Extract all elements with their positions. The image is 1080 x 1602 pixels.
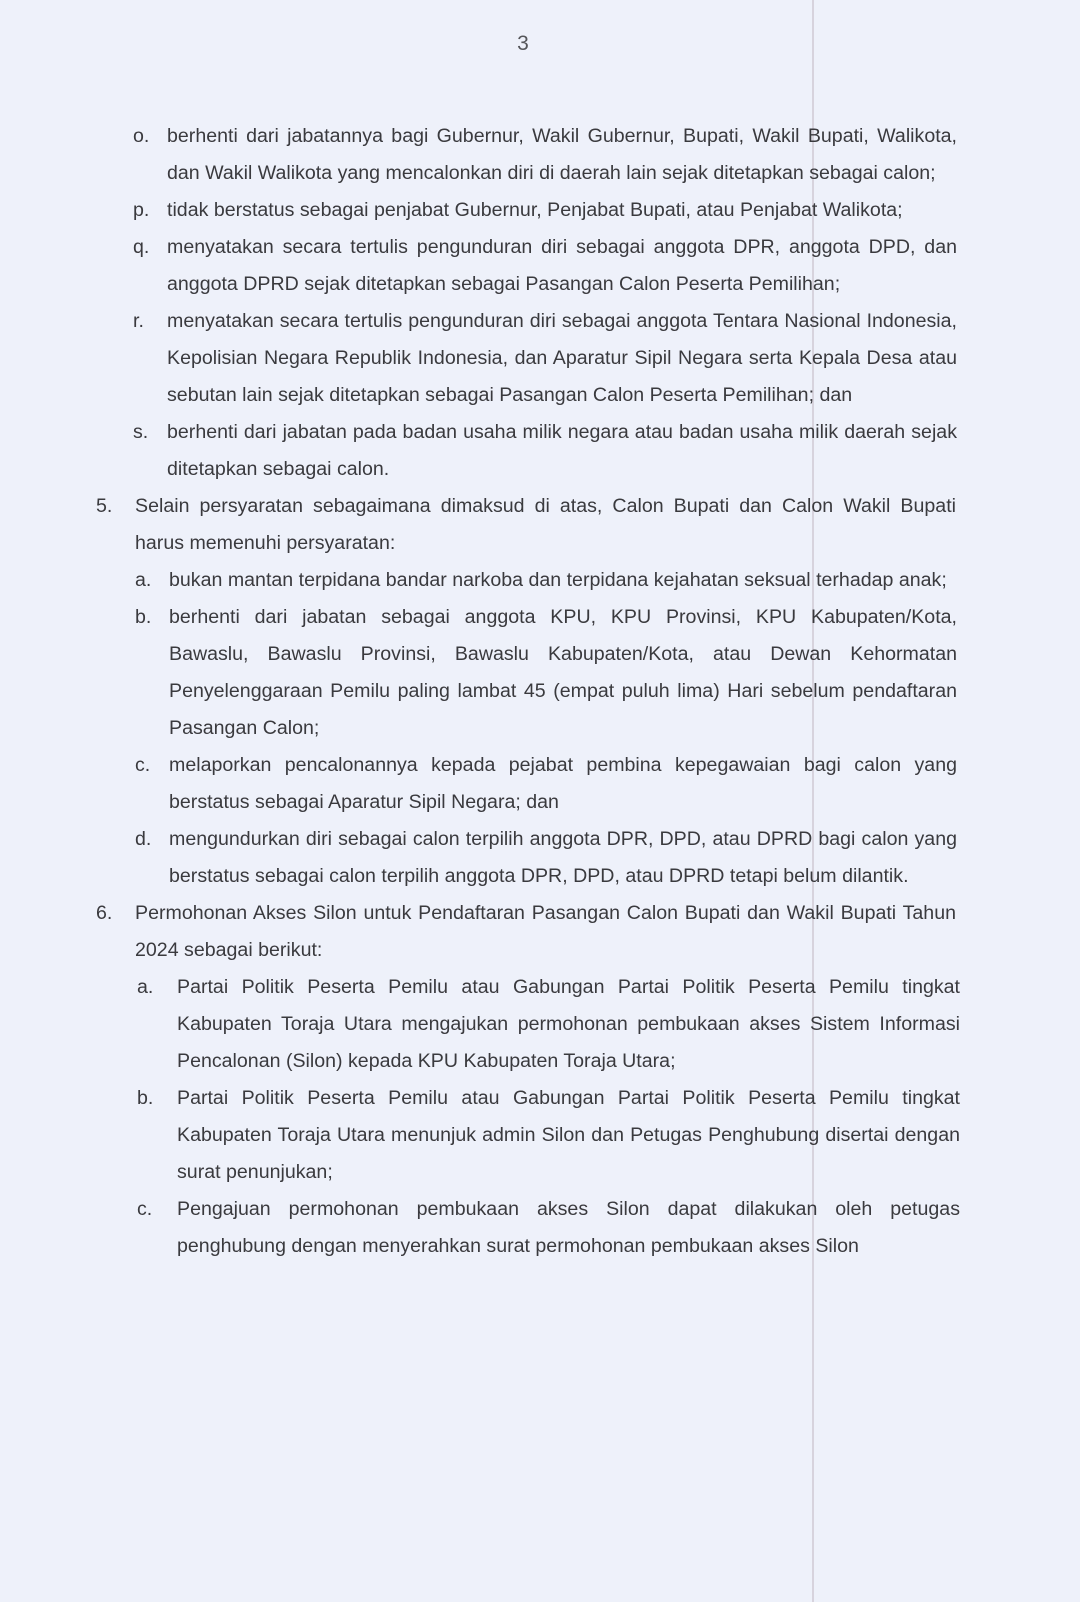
list-item-5a xyxy=(135,562,957,599)
section-6 xyxy=(96,895,956,969)
list-text: menyatakan secara tertulis pengunduran diri sebagai anggota DPR, anggota DPD, dan anggota DPRD sejak ditetapkan sebagai Pasangan Calon Peserta Pemilihan; xyxy=(167,236,957,295)
list-marker: s. xyxy=(133,421,149,443)
list-item-6b xyxy=(137,1080,960,1191)
list-text: berhenti dari jabatan sebagai anggota KPU, KPU Provinsi, KPU Kabupaten/Kota, Bawaslu, Bawaslu Provinsi, Bawaslu Kabupaten/Kota, atau Dewan Kehormatan Penyelenggaraan Pemilu paling lambat 45 (empat puluh lima) Hari sebelum pendaftaran Pasangan Calon; xyxy=(169,606,957,739)
section-number: 6. xyxy=(96,902,113,924)
list-text: berhenti dari jabatan pada badan usaha milik negara atau badan usaha milik daerah sejak ditetapkan sebagai calon. xyxy=(167,421,957,480)
list-text: bukan mantan terpidana bandar narkoba dan terpidana kejahatan seksual terhadap anak; xyxy=(169,569,947,591)
section-text: Permohonan Akses Silon untuk Pendaftaran Pasangan Calon Bupati dan Wakil Bupati Tahun 2024 sebagai berikut: xyxy=(135,902,956,961)
section-text: Selain persyaratan sebagaimana dimaksud di atas, Calon Bupati dan Calon Wakil Bupati harus memenuhi persyaratan: xyxy=(135,495,956,554)
list-item-4p xyxy=(133,192,957,229)
list-marker: r. xyxy=(133,310,144,332)
list-item-4r xyxy=(133,303,957,414)
page-number: 3 xyxy=(517,32,529,55)
list-marker: o. xyxy=(133,125,150,147)
list-item-5d xyxy=(135,821,957,895)
list-item-6c xyxy=(137,1191,960,1265)
list-text: Partai Politik Peserta Pemilu atau Gabungan Partai Politik Peserta Pemilu tingkat Kabupaten Toraja Utara menunjuk admin Silon dan Petugas Penghubung disertai dengan surat penunjukan; xyxy=(177,1087,960,1183)
list-marker: a. xyxy=(135,569,152,591)
list-marker: c. xyxy=(137,1198,153,1220)
list-item-4s xyxy=(133,414,957,488)
list-text: Pengajuan permohonan pembukaan akses Silon dapat dilakukan oleh petugas penghubung dengan menyerahkan surat permohonan pembukaan akses Silon xyxy=(177,1198,960,1257)
list-marker: q. xyxy=(133,236,150,258)
list-text: Partai Politik Peserta Pemilu atau Gabungan Partai Politik Peserta Pemilu tingkat Kabupaten Toraja Utara mengajukan permohonan pembukaan akses Sistem Informasi Pencalonan (Silon) kepada KPU Kabupaten Toraja Utara; xyxy=(177,976,960,1072)
list-text: tidak berstatus sebagai penjabat Gubernur, Penjabat Bupati, atau Penjabat Walikota; xyxy=(167,199,903,221)
list-marker: d. xyxy=(135,828,152,850)
list-item-6a xyxy=(137,969,960,1080)
list-text: berhenti dari jabatannya bagi Gubernur, Wakil Gubernur, Bupati, Wakil Bupati, Walikota, dan Wakil Walikota yang mencalonkan diri di daerah lain sejak ditetapkan sebagai calon; xyxy=(167,125,957,184)
section-5 xyxy=(96,488,956,562)
list-marker: p. xyxy=(133,199,150,221)
list-marker: b. xyxy=(135,606,152,628)
list-marker: c. xyxy=(135,754,151,776)
list-item-4q xyxy=(133,229,957,303)
list-marker: b. xyxy=(137,1087,154,1109)
list-text: mengundurkan diri sebagai calon terpilih anggota DPR, DPD, atau DPRD bagi calon yang berstatus sebagai calon terpilih anggota DPR, DPD, atau DPRD tetapi belum dilantik. xyxy=(169,828,957,887)
list-text: menyatakan secara tertulis pengunduran diri sebagai anggota Tentara Nasional Indonesia, Kepolisian Negara Republik Indonesia, dan Aparatur Sipil Negara serta Kepala Desa atau sebutan lain sejak ditetapkan sebagai Pasangan Calon Peserta Pemilihan; dan xyxy=(167,310,957,406)
list-text: melaporkan pencalonannya kepada pejabat pembina kepegawaian bagi calon yang berstatus sebagai Aparatur Sipil Negara; dan xyxy=(169,754,957,813)
section-number: 5. xyxy=(96,495,113,517)
document-body xyxy=(0,118,1080,1265)
list-item-5b xyxy=(135,599,957,747)
list-item-4o xyxy=(133,118,957,192)
list-marker: a. xyxy=(137,976,154,998)
list-item-5c xyxy=(135,747,957,821)
